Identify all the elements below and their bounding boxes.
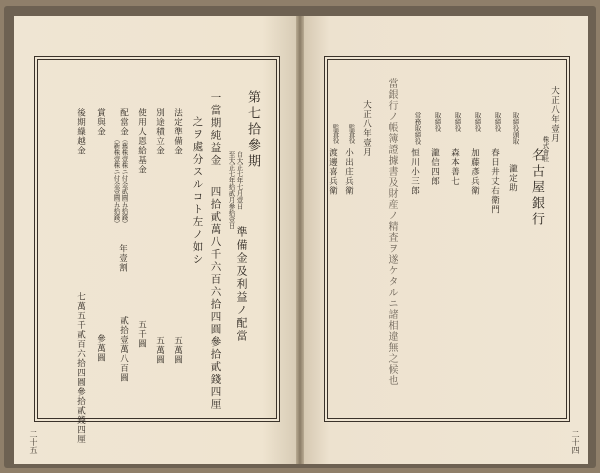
- officer-name-president: 瀧定助: [507, 164, 518, 193]
- dividend-rate: 年壹割: [117, 244, 128, 273]
- officer-role-director-4: 取締役: [433, 112, 442, 132]
- right-page-frame: [324, 56, 570, 422]
- report-date-top: 大正八年壹月: [549, 86, 560, 143]
- row-amount-dividend: 貳拾壹萬八百圓: [118, 316, 129, 383]
- row-amount-bonus: 參萬圓: [95, 334, 106, 363]
- row-label-pension-fund: 使用人恩給基金: [136, 108, 147, 175]
- left-folio: 二十五: [29, 430, 38, 454]
- row-label-carried-forward: 後期繰越金: [75, 108, 86, 156]
- left-page: [14, 16, 296, 464]
- row-amount-carried-forward: 七萬五千貳百六拾四圓參拾貳錢四厘: [75, 292, 86, 444]
- officer-role-president: 取締役頭取: [511, 112, 520, 145]
- auditor-name-1: 小出庄兵衛: [343, 148, 354, 196]
- company-prefix: 株式會社: [541, 136, 550, 162]
- allocation-intro: 之ヲ處分スルコト左ノ如シ: [191, 116, 204, 266]
- officer-role-director-2: 取締役: [473, 112, 482, 132]
- auditor-role-1: 監査役: [347, 124, 356, 144]
- company-name: 名古屋銀行: [529, 148, 544, 228]
- net-profit-label: 一當期純益金: [209, 92, 222, 167]
- officer-name-director-4: 瀧信四郎: [429, 148, 440, 186]
- row-label-special-reserve: 別途積立金: [154, 108, 165, 156]
- period-note-end: 至大正七年拾貳月參拾壹日: [227, 151, 236, 229]
- right-page: [304, 16, 588, 464]
- dividend-note-old: （舊株壹株ニ付金貳圓五拾錢）: [120, 136, 129, 227]
- officer-role-managing-director: 常務取締役: [413, 112, 422, 145]
- officer-name-director-3: 森本善七: [449, 148, 460, 186]
- officer-role-director-3: 取締役: [453, 112, 462, 132]
- section-title: 第七拾參期: [245, 90, 260, 170]
- row-amount-special-reserve: 五萬圓: [154, 336, 165, 365]
- officer-name-director-1: 春日井丈右衛門: [489, 148, 500, 215]
- right-folio: 二十四: [571, 430, 580, 454]
- auditor-name-2: 渡邊喜兵衛: [327, 148, 338, 196]
- audit-statement: 當銀行ノ帳簿證據書及財産ノ精査ヲ遂ケタルニ諸相違無之候也: [386, 78, 397, 386]
- net-profit-amount: 四拾貳萬八千六百六拾四圓參拾貳錢四厘: [209, 186, 222, 411]
- officer-name-managing-director: 恒川小三郎: [409, 148, 420, 196]
- section-title-tail: 準備金及利益ノ配當: [235, 226, 248, 343]
- period-note-start: 自大正七年七月壹日: [235, 151, 244, 210]
- row-amount-legal-reserve: 五萬圓: [172, 336, 183, 365]
- report-date-bottom: 大正八年壹月: [361, 100, 372, 157]
- row-amount-pension-fund: 五千圓: [136, 320, 147, 349]
- dividend-note-new: （新株壹株ニ付金壹圓五拾錢）: [112, 136, 121, 227]
- auditor-role-2: 監査役: [331, 124, 340, 144]
- book-spread: [4, 6, 596, 468]
- row-label-legal-reserve: 法定準備金: [172, 108, 183, 156]
- book-gutter: [296, 16, 304, 464]
- officer-name-director-2: 加藤彥兵衛: [469, 148, 480, 196]
- row-label-bonus: 賞與金: [95, 108, 106, 137]
- row-label-dividend: 配當金: [118, 108, 129, 137]
- officer-role-director-1: 取締役: [493, 112, 502, 132]
